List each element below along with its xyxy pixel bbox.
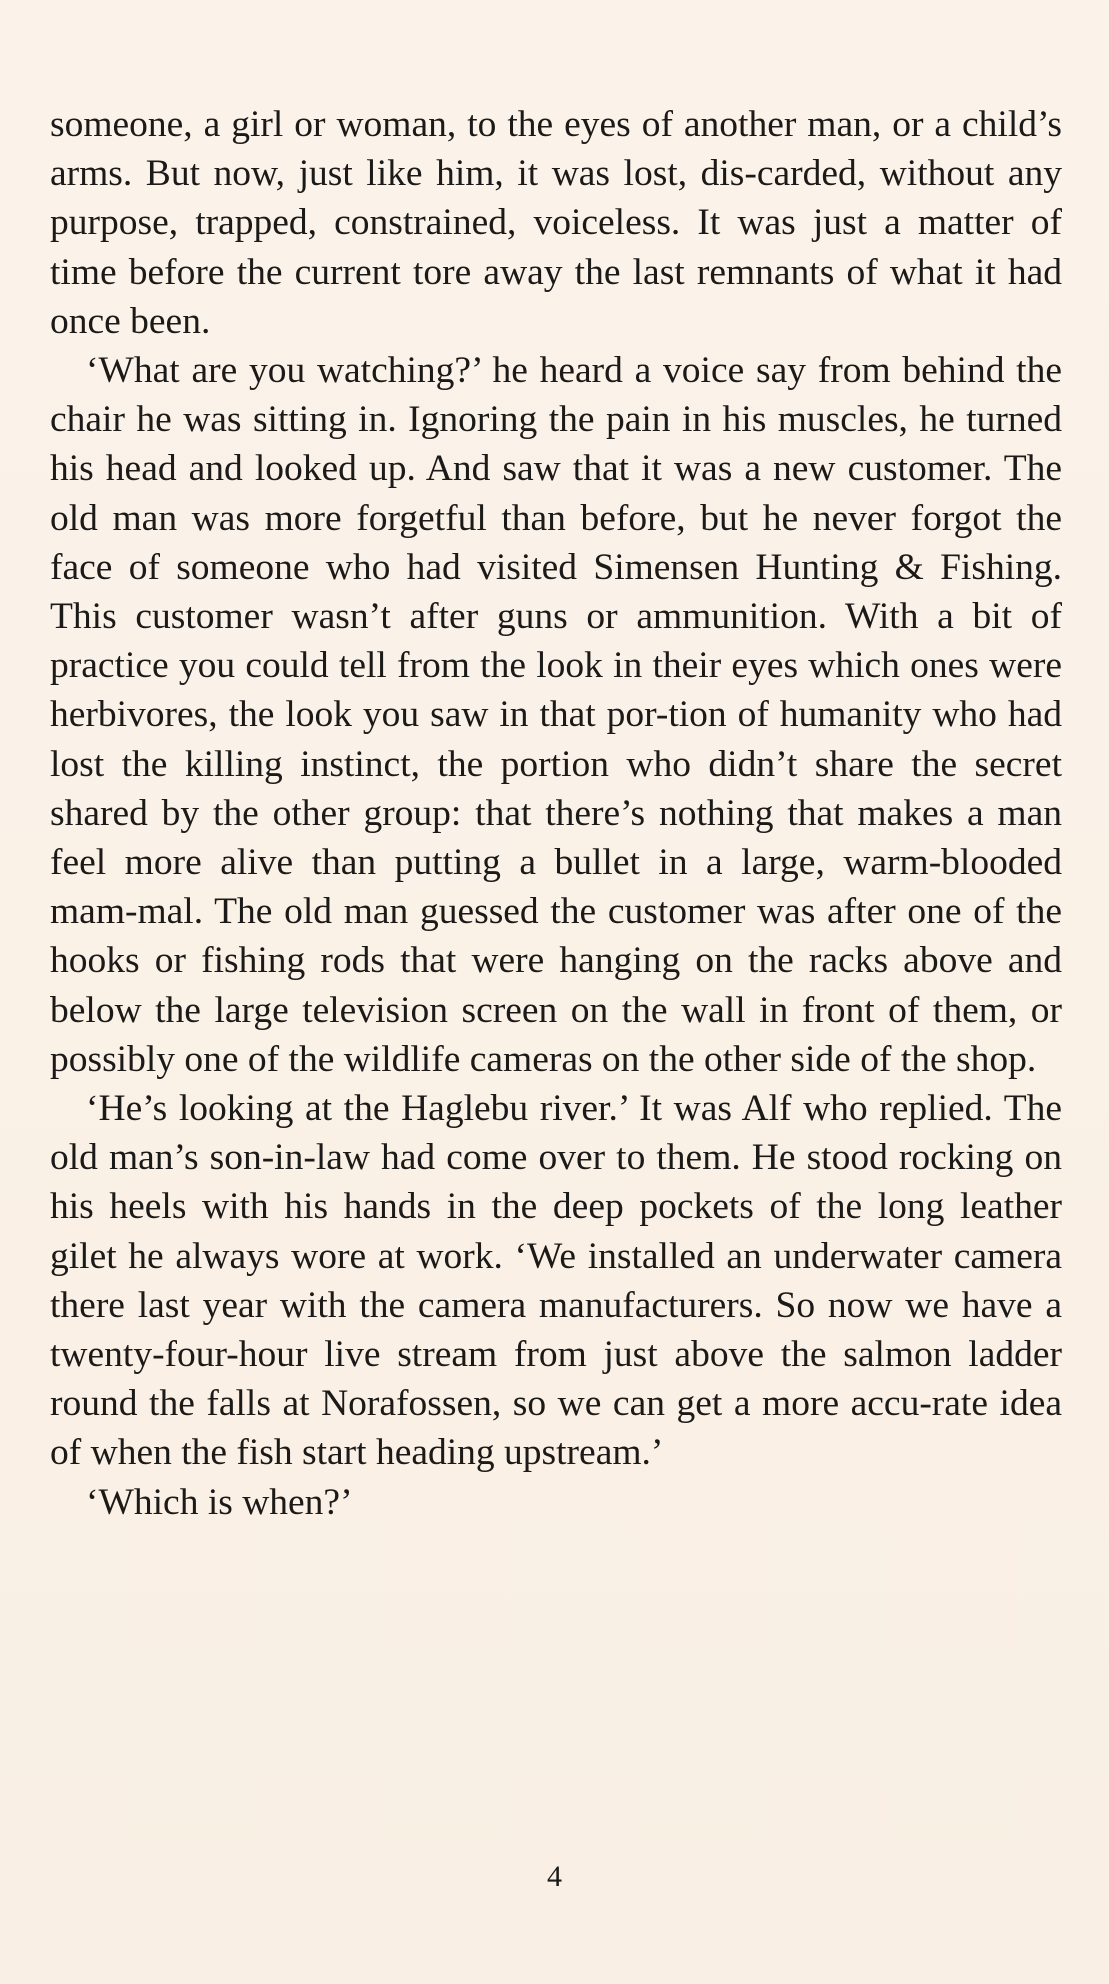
paragraph-4: ‘Which is when?’ <box>86 1481 353 1523</box>
paragraph-2: ‘What are you watching?’ he heard a voice say from behind the chair he was sitting in. Ignoring the pain in his muscles, he turned his head and looked up. And saw that it was a new customer. The old man was more forgetful than before, but he never forgot the face of someone who had visited Simensen Hunting & Fishing. This customer wasn’t after guns or ammunition. With a bit of practice you could tell from the look in their eyes which ones were herbivores, the look you saw in that por-tion of humanity who had lost the killing instinct, the portion who didn’t share the secret shared by the other group: that there’s nothing that makes a man feel more alive than putting a bullet in a large, warm-blooded mam-mal. The old man guessed the customer was after one of the hooks or fishing rods that were hanging on the racks above and below the large television screen on the wall in front of them, or possibly one of the wildlife cameras on the other side of the shop. <box>50 350 1062 1080</box>
page-number: 4 <box>547 1860 562 1893</box>
body-text <box>50 100 1062 1527</box>
paragraph-3: ‘He’s looking at the Haglebu river.’ It was Alf who replied. The old man’s son-in-law had come over to them. He stood rocking on his heels with his hands in the deep pockets of the long leather gilet he always wore at work. ‘We installed an underwater camera there last year with the camera manufacturers. So now we have a twenty-four-hour live stream from just above the salmon ladder round the falls at Norafossen, so we can get a more accu-rate idea of when the fish start heading upstream.’ <box>50 1088 1062 1474</box>
paragraph-1: someone, a girl or woman, to the eyes of another man, or a child’s arms. But now, just like him, it was lost, dis-carded, without any purpose, trapped, constrained, voiceless. It was just a matter of time before the current tore away the last remnants of what it had once been. <box>50 104 1062 342</box>
